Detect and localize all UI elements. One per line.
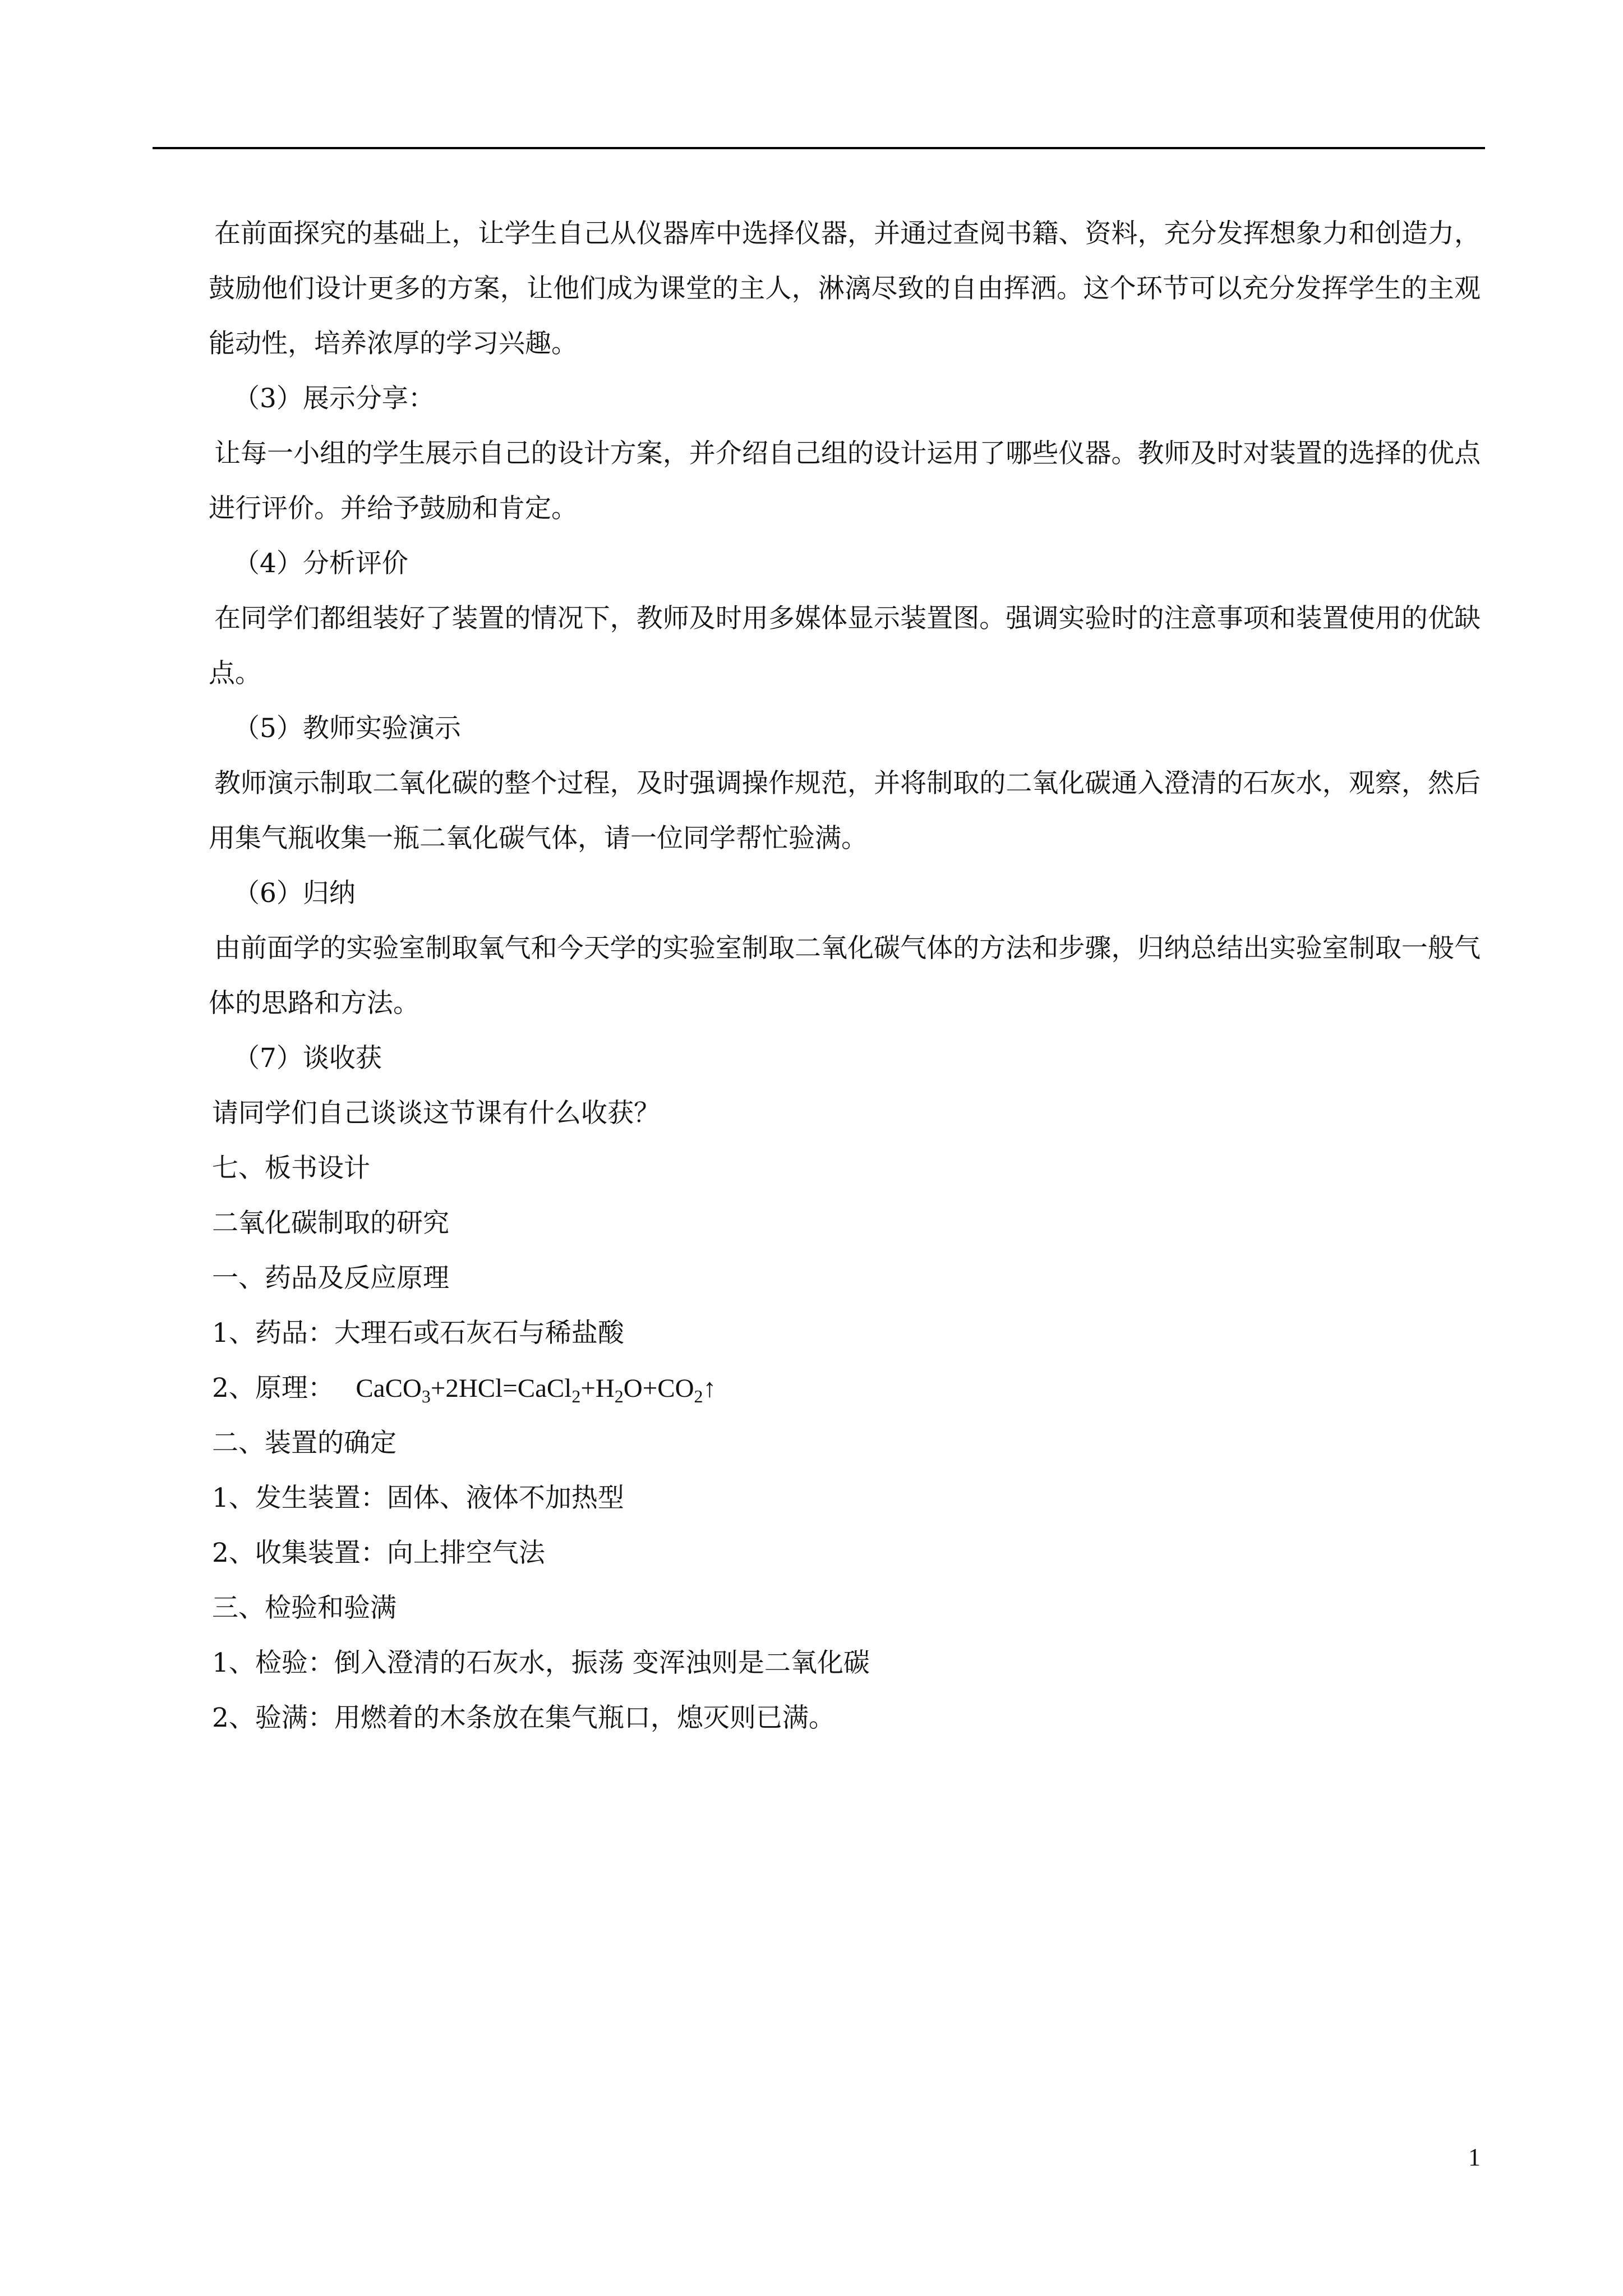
paragraph-demo: 教师演示制取二氧化碳的整个过程，及时强调操作规范，并将制取的二氧化碳通入澄清的石灰水，观察，然后用集气瓶收集一瓶二氧化碳气体，请一位同学帮忙验满。 (209, 768, 1481, 854)
section-heading-board-design: 七、板书设计 (212, 1153, 370, 1184)
page-number: 1 (1468, 2143, 1481, 2171)
board-item-collector: 2、收集装置：向上排空气法 (212, 1538, 545, 1568)
board-item-generator: 1、发生装置：固体、液体不加热型 (212, 1483, 624, 1513)
header-rule (153, 147, 1485, 149)
board-item-test: 1、检验：倒入澄清的石灰水，振荡 变浑浊则是二氧化碳 (212, 1648, 870, 1678)
eq-subscript: 2 (614, 1386, 624, 1406)
question-line: 请同学们自己谈谈这节课有什么收获？ (212, 1098, 660, 1129)
board-title: 二氧化碳制取的研究 (212, 1208, 449, 1239)
eq-part: +H (580, 1374, 615, 1403)
step-heading-7: （7）谈收获 (233, 1043, 382, 1074)
eq-part: +2HCl=CaCl (430, 1374, 572, 1403)
document-body (209, 206, 1481, 1746)
step-heading-6: （6）归纳 (233, 878, 356, 909)
eq-part: O+CO (623, 1374, 694, 1403)
eq-subscript: 3 (421, 1386, 431, 1406)
paragraph-explore: 在前面探究的基础上，让学生自己从仪器库中选择仪器，并通过查阅书籍、资料，充分发挥想象力和创造力，鼓励他们设计更多的方案，让他们成为课堂的主人，淋漓尽致的自由挥洒。这个环节可以充分发挥学生的主观能动性，培养浓厚的学习兴趣。 (209, 218, 1481, 359)
eq-part: CaCO (356, 1374, 422, 1403)
step-heading-3: （3）展示分享： (233, 383, 435, 414)
step-heading-4: （4）分析评价 (233, 548, 408, 579)
board-heading-reagents: 一、药品及反应原理 (212, 1263, 449, 1294)
gas-arrow: ↑ (703, 1374, 717, 1403)
eq-subscript: 2 (694, 1386, 703, 1406)
paragraph-share: 让每一小组的学生展示自己的设计方案，并介绍自己组的设计运用了哪些仪器。教师及时对装置的选择的优点进行评价。并给予鼓励和肯定。 (209, 438, 1481, 524)
board-item-principle (209, 1361, 1481, 1416)
chemical-equation (343, 1374, 717, 1406)
eq-subscript: 2 (571, 1386, 581, 1406)
board-item-reagents: 1、药品：大理石或石灰石与稀盐酸 (212, 1318, 624, 1349)
paragraph-evaluate: 在同学们都组装好了装置的情况下，教师及时用多媒体显示装置图。强调实验时的注意事项和装置使用的优缺点。 (209, 603, 1481, 689)
board-item-full-check: 2、验满：用燃着的木条放在集气瓶口，熄灭则已满。 (212, 1703, 835, 1733)
board-heading-apparatus: 二、装置的确定 (212, 1428, 396, 1458)
board-heading-testing: 三、检验和验满 (212, 1593, 396, 1623)
principle-label: 2、原理： (212, 1373, 334, 1404)
paragraph-summary: 由前面学的实验室制取氧气和今天学的实验室制取二氧化碳气体的方法和步骤，归纳总结出实验室制取一般气体的思路和方法。 (209, 933, 1481, 1019)
step-heading-5: （5）教师实验演示 (233, 713, 461, 744)
